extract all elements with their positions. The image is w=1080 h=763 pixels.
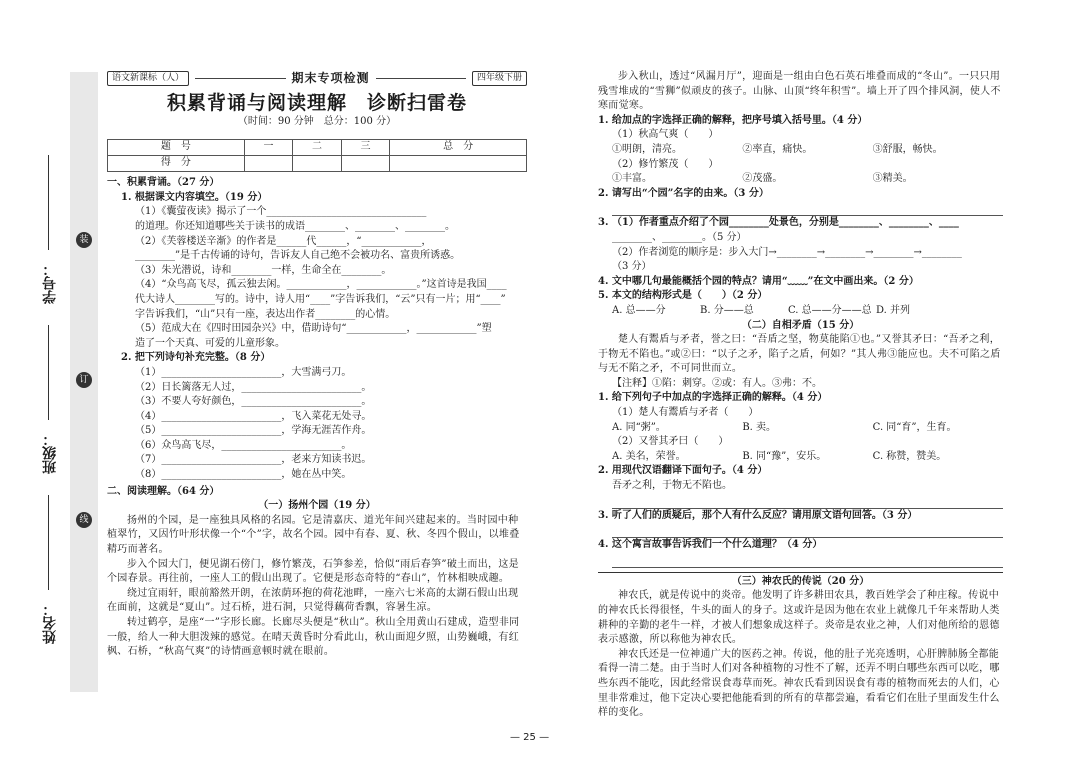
option-item: A. 美名，荣誉。 — [612, 450, 686, 462]
question: 4. 这个寓言故事告诉我们一个什么道理？（4 分） — [598, 539, 823, 551]
text-line: （1）秋高气爽（ ） — [612, 129, 719, 141]
option-item: A. 同“粥”。 — [612, 421, 666, 433]
score-table-header-row — [108, 140, 527, 156]
score-table — [107, 139, 527, 172]
answer-line[interactable] — [612, 201, 1003, 216]
text-line: （8）________________________，她在丛中笑。 — [135, 469, 352, 481]
name-line — [48, 495, 49, 590]
left-body — [107, 176, 527, 660]
text-line: 代大诗人________写的。诗中，诗人用“____”字告诉我们，“云”只有一片；用“____” — [135, 293, 506, 305]
text-line: （6）众鸟高飞尽，________________________。 — [135, 439, 352, 451]
option-item: A. 总——分 — [612, 304, 666, 316]
option-row — [598, 143, 1003, 158]
binding-hole-2: 订 — [76, 372, 92, 388]
answer-line[interactable] — [612, 553, 1003, 568]
option-row — [598, 304, 1003, 319]
option-item: ②茂盛。 — [742, 173, 783, 185]
answer-line[interactable] — [612, 523, 1003, 538]
page-number: — 25 — — [510, 732, 550, 743]
passage-paragraph: 神农氏，就是传说中的炎帝。他发明了许多耕田农具，教百姓学会了种庄稼。传说中的神农氏长得很怪，牛头的面人的身子。这或许是因为他在农业上就像几千年来帮助人类耕种的辛勤的老牛一样，才被人们想象成这样子。炎帝是农业之神，人们对他所给的恩德表示感激，所以称他为神农氏。 — [598, 590, 1000, 646]
name-label: 姓名： — [42, 602, 58, 644]
passage-paragraph: 步入秋山，透过“风漏月厅”，迎面是一组由白色石英石堆叠而成的“冬山”。一只只用残雪堆成的“雪狮”似顽皮的孩子。山脉、山顶“终年积雪”。墙上开了四个排风洞，使人不寒而觉寒。 — [598, 71, 1001, 112]
binding-hole-3: 线 — [76, 512, 92, 528]
left-column — [107, 70, 527, 700]
edition-tag: 语文新课标（人） — [107, 71, 189, 86]
class-line — [48, 325, 49, 420]
text-line: （4）________________________，飞入菜花无处寻。 — [135, 410, 372, 422]
option-item: B. 同“豫”，安乐。 — [742, 450, 827, 462]
score-input-cell[interactable] — [390, 156, 527, 172]
right-body — [598, 70, 1003, 721]
question: 1. 给下列句子中加点的字选择正确的解释。（4 分） — [598, 392, 828, 404]
binding-hole-1: 装 — [76, 232, 92, 248]
option-item: ③舒服，畅快。 — [872, 143, 943, 155]
option-row — [598, 421, 1003, 436]
option-item: C. 总——分——总 — [788, 304, 872, 316]
text-line: （7）________________________，老来方知读书迟。 — [135, 454, 372, 466]
option-item: C. 称赞，赞美。 — [872, 450, 947, 462]
score-input-cell[interactable] — [341, 156, 390, 172]
score-cell: 三 — [341, 140, 390, 156]
score-cell: 题 号 — [108, 140, 245, 156]
text-line: （3）不要人夸好颜色，________________________。 — [135, 396, 372, 408]
text-line: （4）“众鸟高飞尽，孤云独去闲。____________，____________。”这首诗是我国____ — [135, 279, 507, 291]
score-cell: 一 — [244, 140, 293, 156]
passage-paragraph: 扬州的个园，是一座独具风格的名园。它是清嘉庆、道光年间兴建起来的。当时园中种植翠竹，又因竹叶形状像一个“个”字，故名个园。园中有春、夏、秋、冬四个假山，以堆叠精巧而著名。 — [107, 514, 520, 556]
option-item: B. 卖。 — [742, 421, 777, 433]
text-line: （5）范成大在《四时田园杂兴》中，借助诗句“____________，____________”塑 — [135, 323, 492, 335]
score-table-score-row — [108, 156, 527, 172]
question: 1. 给加点的字选择正确的解释，把序号填入括号里。（4 分） — [598, 114, 868, 126]
passage-title: （一）扬州个园（19 分） — [258, 500, 376, 512]
section-heading: 一、积累背诵。（27 分） — [107, 177, 220, 189]
text-line: ________”是千古传诵的诗句，告诉友人自己绝不会被功名、富贵所诱惑。 — [135, 250, 461, 262]
text-line: （2）又誉其矛曰（ ） — [612, 436, 729, 448]
option-row — [598, 450, 1003, 465]
question: 3. （1）作者重点介绍了个园________处景色，分别是________、________、____ — [598, 217, 959, 229]
option-item: ②率直，痛快。 — [742, 143, 813, 155]
class-label: 班级： — [42, 432, 58, 474]
text-line: （2）作者浏览的顺序是：步入大门→________→________→________→________ — [612, 246, 962, 258]
header-rule-right — [376, 78, 466, 79]
option-item: B. 分——总 — [700, 304, 754, 316]
question: 3. 听了人们的质疑后，那个人有什么反应？请用原文语句回答。（3 分） — [598, 509, 918, 521]
question: 2. 请写出“个园”名字的由来。（3 分） — [598, 187, 769, 199]
text-line: 的道理。你还知道哪些关于读书的成语________、________、________。 — [135, 220, 455, 232]
section-heading: （三）神农氏的传说（20 分） — [598, 572, 1003, 590]
text-line: （3 分） — [612, 261, 652, 273]
page-title: 积累背诵与阅读理解 诊断扫雷卷 — [166, 92, 467, 114]
text-line: ________、________。（5 分） — [612, 231, 747, 243]
text-line: （1）《囊萤夜读》揭示了一个________________________________ — [135, 206, 427, 218]
text-line: （2）日长篱落无人过，________________________。 — [135, 381, 372, 393]
text-line: （1）________________________，大雪满弓刀。 — [135, 366, 352, 378]
question: 2. 用现代汉语翻译下面句子。（4 分） — [598, 465, 768, 477]
score-cell: 二 — [293, 140, 342, 156]
text-line: 【注释】①陷：刺穿。②或：有人。③弗：不。 — [612, 377, 822, 389]
answer-line[interactable] — [612, 494, 1003, 509]
score-cell: 得 分 — [108, 156, 245, 172]
header-rule-left — [195, 78, 285, 79]
text-line: 字告诉我们，“山”只有一座，表达出作者________的心情。 — [135, 308, 396, 320]
score-input-cell[interactable] — [244, 156, 293, 172]
question: 5. 本文的结构形式是（ ）（2 分） — [598, 290, 768, 302]
section-heading: 二、阅读理解。（64 分） — [107, 485, 220, 497]
text-line: 造了一个天真、可爱的儿童形象。 — [135, 337, 285, 349]
option-item: ①丰富。 — [612, 173, 652, 185]
right-column — [598, 70, 1003, 719]
option-item: C. 同“育”，生育。 — [872, 421, 957, 433]
page-subtitle: （时间：90 分钟 总分：100 分） — [237, 115, 397, 127]
passage-paragraph: 楚人有鬻盾与矛者，誉之曰：“吾盾之坚，物莫能陷①也。”又誉其矛曰：“吾矛之利，于物无不陷也。”或②曰：“以子之矛，陷子之盾，何如？”其人弗③能应也。夫不可陷之盾与无不陷之矛，不可同世而立。 — [598, 334, 1001, 375]
text-line: （5）________________________，学海无涯苦作舟。 — [135, 425, 372, 437]
header-center: 期末专项检测 — [291, 70, 370, 85]
grade-tag: 四年级下册 — [472, 71, 527, 86]
page-header — [107, 70, 527, 86]
text-line: （2）《芙蓉楼送辛渐》的作者是______代______，“____________， — [135, 235, 432, 247]
passage-paragraph: 神农氏还是一位神通广大的医药之神。传说，他的肚子光亮透明，心肝脾肺肠全都能看得一清二楚。由于当时人们对各种植物的习性不了解，还弄不明白哪些东西可以吃，哪些东西不能吃，因此经常误食毒草而死。神农氏看到因误食有毒的植物而死去的人们，心里非常难过，他下定决心要把他能看到的所有的草都尝遍，看看它们在肚子里面发生什么样的变化。 — [598, 648, 1000, 719]
option-item: ①明朗，清亮。 — [612, 143, 682, 155]
option-row — [598, 172, 1003, 187]
passage-paragraph: 步入个园大门，便见湖石傍门，修竹繁茂，石笋参差，恰似“雨后春笋”破土而出，这是个园春景。再往前，一座人工的假山出现了。它便是形态奇特的“春山”，竹林相映成趣。 — [107, 558, 519, 585]
text-line: （2）修竹繁茂（ ） — [612, 158, 719, 170]
question: 4. 文中哪几句最能概括个园的特点？请用“﹏﹏”在文中画出来。（2 分） — [598, 275, 919, 287]
student-id-label: 学号： — [42, 262, 58, 304]
text-line: （1）楚人有鬻盾与矛者（ ） — [612, 407, 759, 419]
question: 2. 把下列诗句补充完整。（8 分） — [121, 352, 271, 364]
text-line: （3）朱光潜说，诗和________一样，生命全在________。 — [135, 264, 392, 276]
score-cell: 总 分 — [390, 140, 527, 156]
question: 1. 根据课文内容填空。（19 分） — [121, 191, 268, 203]
passage-paragraph: 转过鹤亭，是座“一”字形长廊。长廊尽头便是“秋山”。秋山全用黄山石建成，造型非同一般，给人一种大胆泼辣的感觉。在晴天黄昏时分看此山，秋山面迎夕照，山势巍峨，有红枫、石桥，“秋高气爽”的诗情画意顿时就在眼前。 — [107, 617, 520, 658]
passage-title: （二）自相矛盾（15 分） — [741, 319, 860, 331]
option-item: D. 并列 — [876, 304, 911, 316]
student-id-line — [48, 155, 49, 250]
option-item: ③精美。 — [872, 173, 913, 185]
passage-paragraph: 绕过宜雨轩，眼前豁然开朗，在浓荫环抱的荷花池畔，一座六七米高的太湖石假山出现在面前，这就是“夏山”。过石桥，进石洞，只觉得藕荷香飘，容暑生凉。 — [107, 587, 519, 614]
score-input-cell[interactable] — [293, 156, 342, 172]
text-line: 吾矛之利，于物无不陷也。 — [612, 480, 732, 492]
